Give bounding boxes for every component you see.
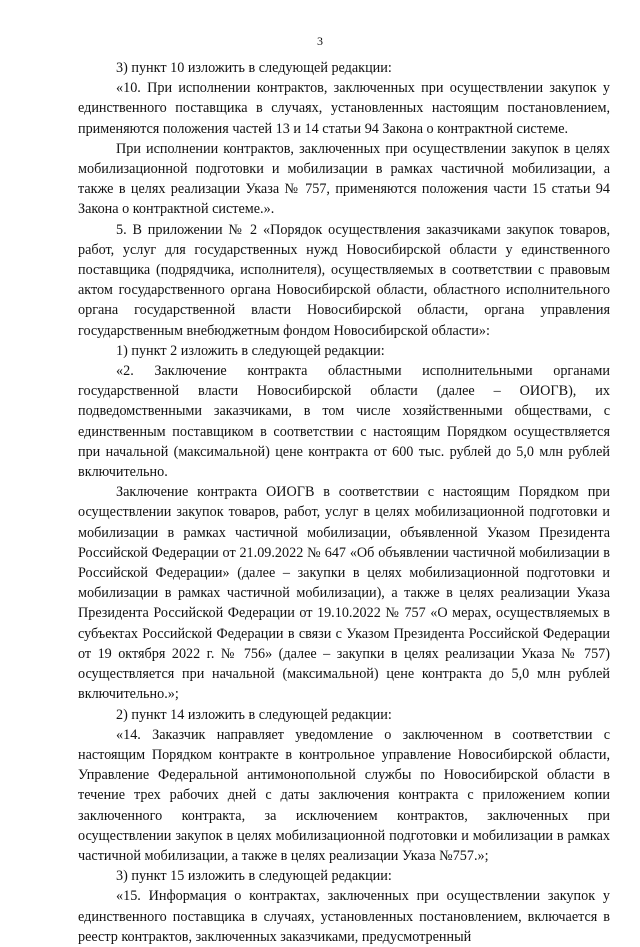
paragraph-3: При исполнении контрактов, заключенных при осуществлении закупок в целях мобилизационной подготовки и мобилизации в рамках частичной мобилизации, а также в целях реализации Указа № 757, применяются положения части 15 статьи 94 Закона о контрактной системе.». <box>78 140 610 218</box>
paragraph-9: «14. Заказчик направляет уведомление о заключенном в соответствии с настоящим Порядком контракте в контрольное управление Новосибирской области, Управление Федеральной антимонопольной службы по Новосибирской области в течение трех рабочих дней с даты заключения контракта с приложением копии заключенного контракта, за исключением контрактов, заключенных при осуществлении закупок в целях мобилизационной подготовки и мобилизации в рамках частичной мобилизации, а также в целях реализации Указа №757.»; <box>78 726 610 864</box>
paragraph-11: «15. Информация о контрактах, заключенных при осуществлении закупок у единственного поставщика в случаях, установленных постановлением, включается в реестр контрактов, заключенных заказчиками, предусмотренный <box>78 888 610 945</box>
page-number: 3 <box>317 34 323 48</box>
document-body <box>78 58 610 947</box>
paragraph-1: 3) пункт 10 изложить в следующей редакции: <box>116 60 392 76</box>
paragraph-8: 2) пункт 14 изложить в следующей редакции: <box>116 706 392 723</box>
paragraph-4: 5. В приложении № 2 «Порядок осуществления заказчиками закупок товаров, работ, услуг для государственных нужд Новосибирской области у единственного поставщика (подрядчика, исполнителя), осуществляемых в соответствии с правовым актом государственного органа Новосибирской области, областного исполнительного органа государственной власти Новосибирской области, органа управления государственным внебюджетным фондом Новосибирской области»: <box>78 221 610 339</box>
paragraph-10: 3) пункт 15 изложить в следующей редакции: <box>116 868 392 885</box>
paragraph-6: «2. Заключение контракта областными исполнительными органами государственной власти Новосибирской области (далее – ОИОГВ), их подведомственными заказчиками, в том числе хозяйственными обществами, с единственным поставщиком в соответствии с настоящим Порядком осуществляется при начальной (максимальной) цене контракта от 600 тыс. рублей до 5,0 млн рублей включительно. <box>78 363 610 481</box>
paragraph-7: Заключение контракта ОИОГВ в соответствии с настоящим Порядком при осуществлении закупок товаров, работ, услуг в целях мобилизационной подготовки и мобилизации в рамках частичной мобилизации, объявленной Указом Президента Российской Федерации от 21.09.2022 № 647 «Об объявлении частичной мобилизации в Российской Федерации» (далее – закупки в целях мобилизационной подготовки и мобилизации в рамках частичной мобилизации), а также в целях реализации Указа Президента Российской Федерации от 19.10.2022 № 757 «О мерах, осуществляемых в субъектах Российской Федерации в связи с Указом Президента Российской Федерации от 19 октября 2022 г. № 756» (далее – закупки в целях реализации Указа № 757) осуществляется при начальной (максимальной) цене контракта до 5,0 млн рублей включительно.»; <box>78 484 610 703</box>
paragraph-5: 1) пункт 2 изложить в следующей редакции: <box>116 342 385 359</box>
paragraph-2: «10. При исполнении контрактов, заключенных при осуществлении закупок у единственного поставщика в случаях, установленных настоящим постановлением, применяются положения частей 13 и 14 статьи 94 Закона о контрактной системе. <box>78 80 610 137</box>
